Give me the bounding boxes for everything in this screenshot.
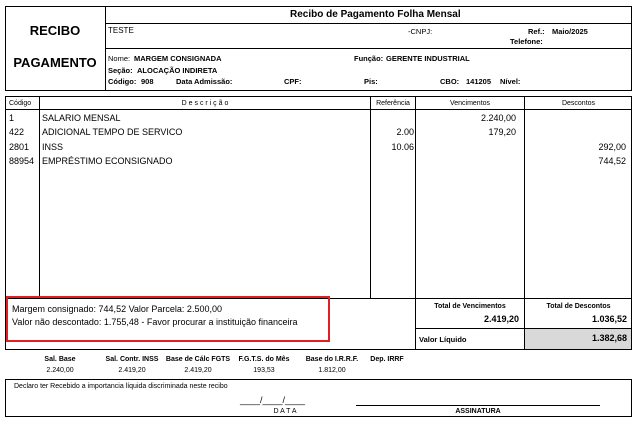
- code-label: Código:: [108, 77, 137, 86]
- row-description: SALARIO MENSAL: [42, 113, 121, 123]
- row-reference: 2.00: [396, 127, 414, 137]
- section-label: Seção:: [108, 66, 133, 75]
- col-header-code: Código: [9, 100, 32, 107]
- base-value-inss: 2.419,20: [118, 367, 146, 374]
- doc-title: Recibo de Pagamento Folha Mensal: [290, 9, 461, 20]
- base-label-dep-irrf: Dep. IRRF: [370, 356, 404, 363]
- function-value: GERENTE INDUSTRIAL: [386, 54, 470, 63]
- col-header-earnings: Vencimentos: [449, 100, 491, 107]
- ref-value: Maio/2025: [552, 27, 588, 36]
- company-name: TESTE: [108, 26, 134, 35]
- col-header-reference: Referência: [376, 100, 410, 107]
- row-description: EMPRÉSTIMO ECONSIGNADO: [42, 156, 173, 166]
- row-code: 2801: [9, 142, 30, 152]
- code-value: 908: [141, 77, 154, 86]
- logo-recibo: RECIBO: [29, 23, 81, 38]
- base-value-fgts-month: 193,53: [253, 367, 275, 374]
- cpf-label: CPF:: [284, 77, 302, 86]
- section-value: ALOCAÇÃO INDIRETA: [137, 66, 218, 75]
- net-value: 1.382,68: [591, 333, 627, 343]
- row-earnings: 179,20: [488, 127, 516, 137]
- signature-label: ASSINATURA: [455, 408, 501, 415]
- declaration-text: Declaro ter Recebido a importancia líquida discriminada neste recibo: [14, 383, 228, 390]
- base-value-salary: 2.240,00: [46, 367, 74, 374]
- pis-label: Pis:: [364, 77, 378, 86]
- cbo-label: CBO:: [440, 77, 460, 86]
- base-label-salary: Sal. Base: [44, 356, 76, 363]
- employee-name-label: Nome:: [108, 54, 131, 63]
- base-value-irrf: 1.812,00: [318, 367, 346, 374]
- date-placeholder: ____/____/____: [240, 395, 306, 405]
- admission-label: Data Admissão:: [176, 77, 233, 86]
- row-code: 1: [9, 113, 15, 123]
- total-earnings-value: 2.419,20: [483, 314, 519, 324]
- row-code: 422: [9, 127, 25, 137]
- employee-name: MARGEM CONSIGNADA: [134, 54, 222, 63]
- row-discounts: 292,00: [598, 142, 626, 152]
- date-label: D A T A: [273, 408, 297, 415]
- col-header-discounts: Descontos: [561, 100, 596, 107]
- net-value-label: Valor Líquido: [419, 335, 467, 344]
- note-line-1: Margem consignado: 744,52 Valor Parcela: 2.500,00: [12, 304, 222, 314]
- col-header-description: D e s c r i ç ã o: [181, 100, 229, 107]
- base-label-fgts-month: F.G.T.S. do Mês: [238, 356, 290, 363]
- level-label: Nível:: [500, 77, 521, 86]
- total-discounts-label: Total de Descontos: [546, 303, 611, 310]
- row-earnings: 2.240,00: [480, 113, 516, 123]
- row-code: 88954: [9, 156, 35, 166]
- signature-line: [356, 405, 600, 406]
- ref-label: Ref.:: [528, 27, 545, 36]
- base-label-fgts-calc: Base de Cálc FGTS: [165, 356, 231, 363]
- row-description: INSS: [42, 142, 64, 152]
- logo-pagamento: PAGAMENTO: [13, 55, 97, 70]
- row-discounts: 744,52: [598, 156, 626, 166]
- base-value-fgts-calc: 2.419,20: [184, 367, 212, 374]
- row-reference: 10.06: [391, 142, 414, 152]
- cnpj-label: -CNPJ:: [408, 27, 433, 36]
- note-line-2: Valor não descontado: 1.755,48 - Favor procurar a instituição financeira: [12, 317, 298, 327]
- cbo-value: 141205: [466, 77, 492, 86]
- phone-label: Telefone:: [510, 37, 543, 46]
- base-label-irrf: Base do I.R.R.F.: [305, 356, 359, 363]
- total-discounts-value: 1.036,52: [591, 314, 627, 324]
- total-earnings-label: Total de Vencimentos: [434, 303, 506, 310]
- function-label: Função:: [354, 54, 384, 63]
- row-description: ADICIONAL TEMPO DE SERVICO: [42, 127, 183, 137]
- base-label-inss: Sal. Contr. INSS: [105, 356, 159, 363]
